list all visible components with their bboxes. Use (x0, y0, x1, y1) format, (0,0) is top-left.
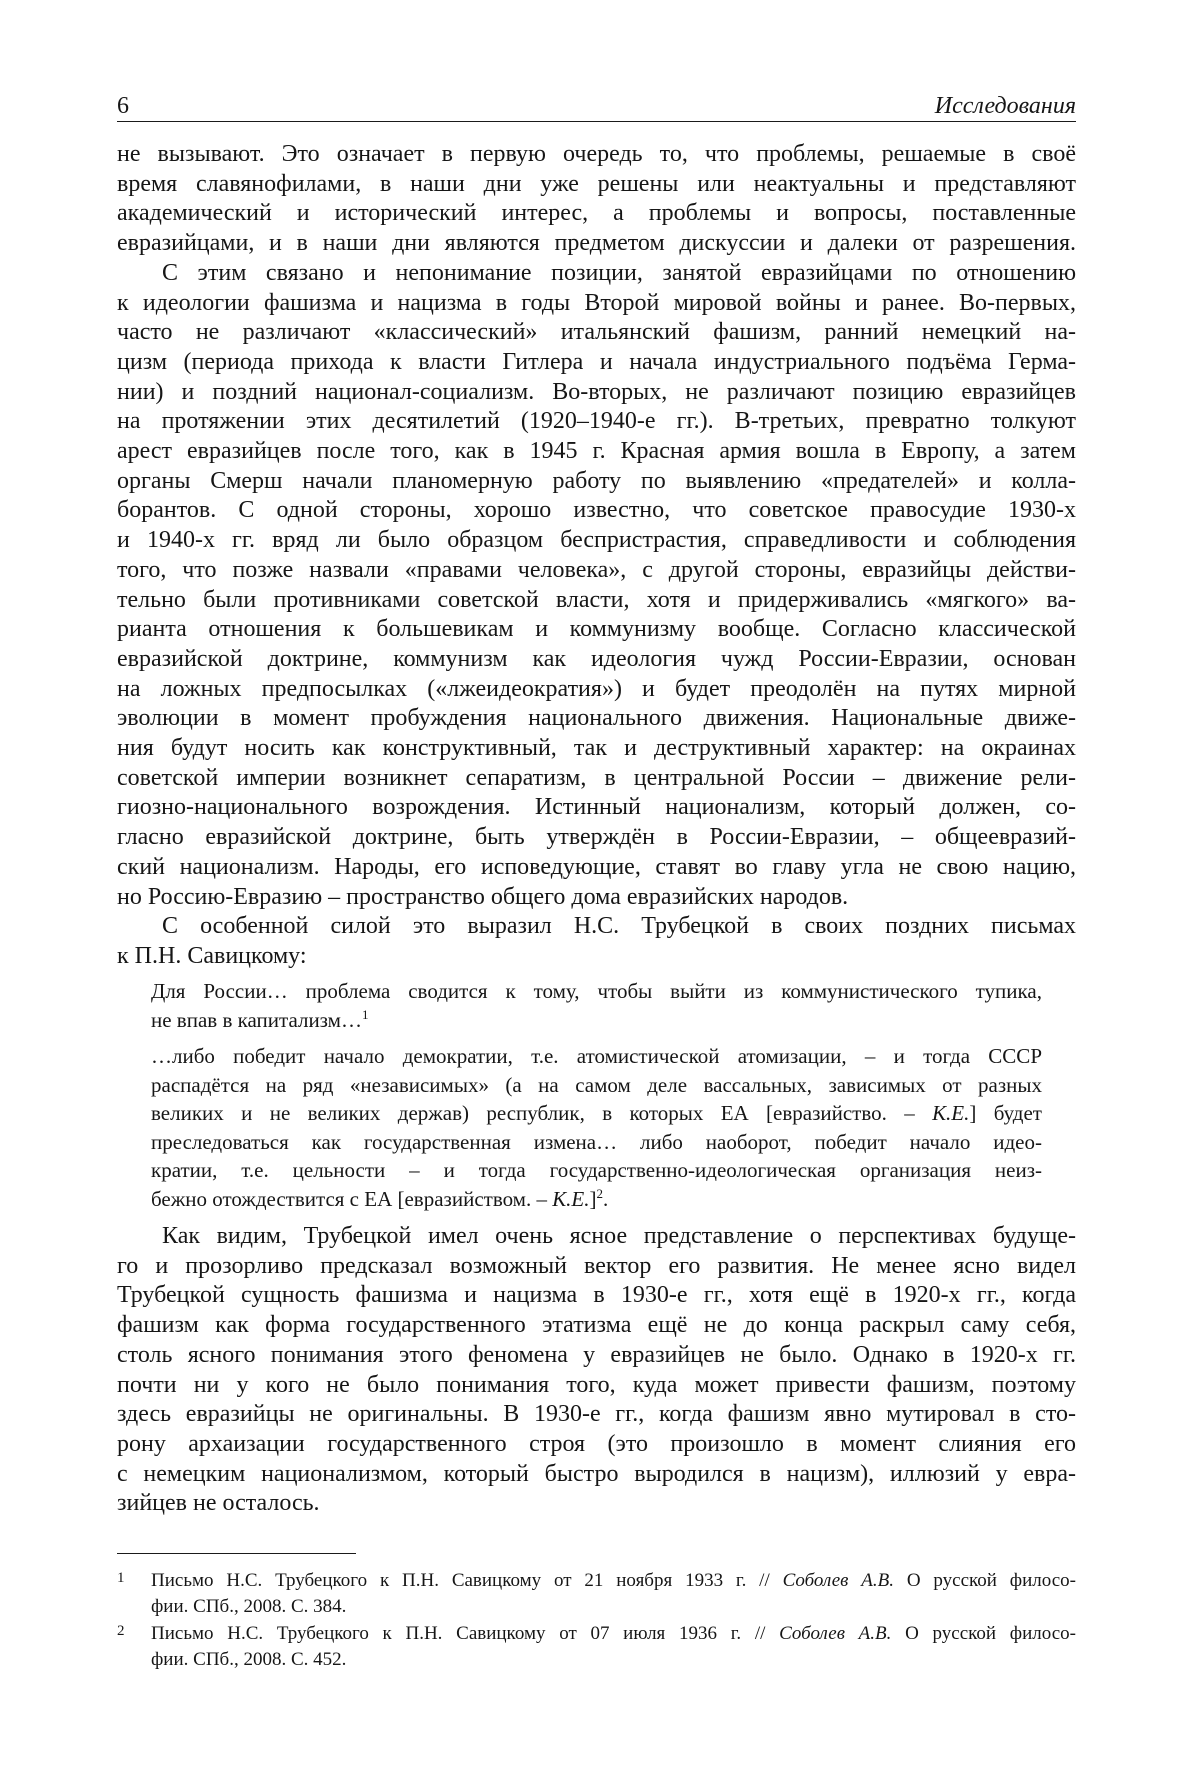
paragraph-2 (117, 259, 1076, 912)
quotation-2-line-1: …либо победит начало демократии, т.е. атомистической атомизации, – и тогда СССР (151, 1044, 1042, 1068)
quotation-1-line-1: Для России… проблема сводится к тому, чтобы выйти из коммунистического тупика, (151, 979, 1042, 1003)
paragraph-3-line-1: С особенной силой это выразил Н.С. Трубецкой в своих поздних письмах (162, 913, 1076, 940)
paragraph-1-line-1: не вызывают. Это означает в первую очередь то, что проблемы, решаемые в своё (117, 141, 1076, 167)
paragraph-2-line-3: часто не различают «классический» итальянский фашизм, ранний немецкий на- (117, 319, 1076, 346)
editor-initials: К.Е. (552, 1186, 590, 1211)
main-text-lower (117, 1222, 1076, 1519)
quotation-2-line-2: распадётся на ряд «независимых» (а на самом деле вассальных, зависимых от разных (151, 1072, 1042, 1097)
footnote-1-line-1 (117, 1568, 1076, 1594)
footnote-2-line-2: фии. СПб., 2008. С. 452. (151, 1648, 347, 1670)
paragraph-4 (117, 1222, 1076, 1519)
paragraph-4-line-1: Как видим, Трубецкой имел очень ясное представление о перспективах будуще- (162, 1223, 1076, 1249)
paragraph-2-line-20: гласно евразийской доктрине, быть утверждён в России-Евразии, – общеевразий- (117, 824, 1076, 851)
quotation-1-line-2-text: не впав в капитализм… (151, 1007, 362, 1032)
footnote-1 (117, 1568, 1076, 1621)
paragraph-2-line-9: борантов. С одной стороны, хорошо известно, что советское правосудие 1930-х (117, 497, 1076, 524)
quotation-2-line-6-before: бежно отождествится с ЕА [евразийством. – (151, 1186, 553, 1211)
paragraph-2-line-14: евразийской доктрине, коммунизм как идеология чужд России-Евразии, основан (117, 645, 1076, 672)
quotation-2-line-3 (151, 1099, 1042, 1128)
footnote-2 (117, 1621, 1076, 1674)
footnote-2-text-before: Письмо Н.С. Трубецкого к П.Н. Савицкому от 07 июля 1936 г. // (151, 1622, 780, 1644)
main-text-upper (117, 140, 1076, 972)
footnote-1-line-2: фии. СПб., 2008. С. 384. (151, 1596, 347, 1618)
paragraph-2-line-16: эволюции в момент пробуждения национального движения. Национальные движе- (117, 705, 1076, 732)
paragraph-4-line-2: го и прозорливо предсказал возможный вектор его развития. Не менее ясно видел (117, 1252, 1076, 1279)
footnote-1-number: 1 (117, 1570, 125, 1586)
quotation-2 (151, 1042, 1042, 1213)
paragraph-2-line-13: рианта отношения к большевикам и коммунизму вообще. Согласно классической (117, 616, 1076, 643)
paragraph-4-line-7: здесь евразийцы не оригинальны. В 1930-е гг., когда фашизм явно мутировал в сто- (117, 1401, 1076, 1428)
footnote-1-text-before: Письмо Н.С. Трубецкого к П.Н. Савицкому от 21 ноября 1933 г. // (151, 1570, 783, 1591)
paragraph-2-line-12: тельно были противниками советской власти, хотя и придерживались «мягкого» ва- (117, 586, 1076, 613)
paragraph-2-line-15: на ложных предпосылках («лжеидеократия») и будет преодолён на путях мирной (117, 675, 1076, 702)
paragraph-2-line-18: советской империи возникнет сепаратизм, в центральной России – движение рели- (117, 764, 1076, 791)
footnote-2-number: 2 (117, 1622, 125, 1639)
paragraph-4-line-10: зийцев не осталось. (117, 1490, 320, 1517)
paragraph-2-line-8: органы Смерш начали планомерную работу по выявлению «предателей» и колла- (117, 467, 1076, 494)
quotation-2-line-6-after: ] (589, 1186, 597, 1211)
paragraph-2-line-22: но Россию-Евразию – пространство общего дома евразийских народов. (117, 883, 849, 910)
paragraph-2-line-2: к идеологии фашизма и нацизма в годы Второй мировой войны и ранее. Во-первых, (117, 289, 1076, 316)
footnotes (117, 1568, 1076, 1673)
footnote-marker-2: 2 (596, 1186, 604, 1202)
quotation-1-line-2 (151, 1006, 1042, 1035)
footnote-1-text-after: О русской филосо- (893, 1570, 1076, 1591)
paragraph-4-line-9: с немецким национализмом, который быстро выродился в нацизм), иллюзий у евра- (117, 1460, 1076, 1487)
paragraph-2-line-6: на протяжении этих десятилетий (1920–1940-е гг.). В-третьих, превратно толкуют (117, 408, 1076, 435)
paragraph-3 (117, 912, 1076, 971)
paragraph-4-line-8: рону архаизации государственного строя (это произошло в момент слияния его (117, 1430, 1076, 1457)
paragraph-2-line-7: арест евразийцев после того, как в 1945 г. Красная армия вошла в Европу, а затем (117, 438, 1076, 465)
paragraph-4-line-4: фашизм как форма государственного этатизма ещё не до конца раскрыл саму себя, (117, 1312, 1076, 1339)
quotation-2-line-5: кратии, т.е. цельности – и тогда государственно-идеологическая организация неиз- (151, 1158, 1042, 1182)
footnote-2-text-after: О русской филосо- (891, 1622, 1077, 1644)
paragraph-4-line-5: столь ясного понимания этого феномена у евразийцев не было. Однако в 1920-х гг. (117, 1341, 1076, 1368)
paragraph-1 (117, 140, 1076, 259)
page-header (117, 90, 1076, 122)
paragraph-2-line-21: ский национализм. Народы, его исповедующие, ставят во главу угла не свою нацию, (117, 853, 1076, 880)
quotation-2-line-3-after: ] будет (969, 1101, 1042, 1125)
quotation-2-line-3-before: великих и не великих держав) республик, в которых ЕА [евразийство. – (151, 1101, 933, 1125)
running-title: Исследования (934, 93, 1076, 119)
footnote-marker-1: 1 (361, 1007, 369, 1023)
paragraph-2-line-17: ния будут носить как конструктивный, так и деструктивный характер: на окраинах (117, 735, 1076, 762)
footnote-1-author: Соболев А.В. (782, 1570, 894, 1591)
paragraph-1-line-2: время славянофилами, в наши дни уже решены или неактуальны и представляют (117, 170, 1076, 197)
paragraph-2-line-4: цизм (периода прихода к власти Гитлера и начала индустриального подъёма Герма- (117, 348, 1076, 375)
paragraph-4-line-6: почти ни у кого не было понимания того, куда может привести фашизм, поэтому (117, 1371, 1076, 1398)
editor-initials: К.Е. (932, 1101, 970, 1125)
quotation-2-line-4: преследоваться как государственная измена… либо наоборот, победит начало идео- (151, 1129, 1042, 1154)
paragraph-1-line-4: евразийцами, и в наши дни являются предметом дискуссии и далеки от разрешения. (117, 230, 1076, 257)
quotation-2-line-6 (151, 1185, 1042, 1214)
footnote-separator (117, 1553, 356, 1554)
footnote-2-line-1 (117, 1621, 1076, 1647)
paragraph-3-line-2: к П.Н. Савицкому: (117, 942, 307, 969)
paragraph-2-line-11: того, что позже назвали «правами человека», с другой стороны, евразийцы действи- (117, 556, 1076, 583)
quotation-2-line-6-end: . (603, 1186, 609, 1211)
paragraph-1-line-3: академический и исторический интерес, а проблемы и вопросы, поставленные (117, 200, 1076, 227)
paragraph-4-line-3: Трубецкой сущность фашизма и нацизма в 1930-е гг., хотя ещё в 1920-х гг., когда (117, 1282, 1076, 1309)
paragraph-2-line-19: гиозно-национального возрождения. Истинный национализм, который должен, со- (117, 794, 1076, 821)
paragraph-2-line-5: нии) и поздний национал-социализм. Во-вторых, не различают позицию евразийцев (117, 378, 1076, 405)
footnote-2-author: Соболев А.В. (779, 1622, 892, 1644)
paragraph-2-line-10: и 1940-х гг. вряд ли было образцом беспристрастия, справедливости и соблюдения (117, 527, 1076, 554)
page-number: 6 (117, 93, 129, 119)
quotation-1 (151, 977, 1042, 1034)
paragraph-2-line-1: С этим связано и непонимание позиции, занятой евразийцами по отношению (162, 259, 1076, 286)
